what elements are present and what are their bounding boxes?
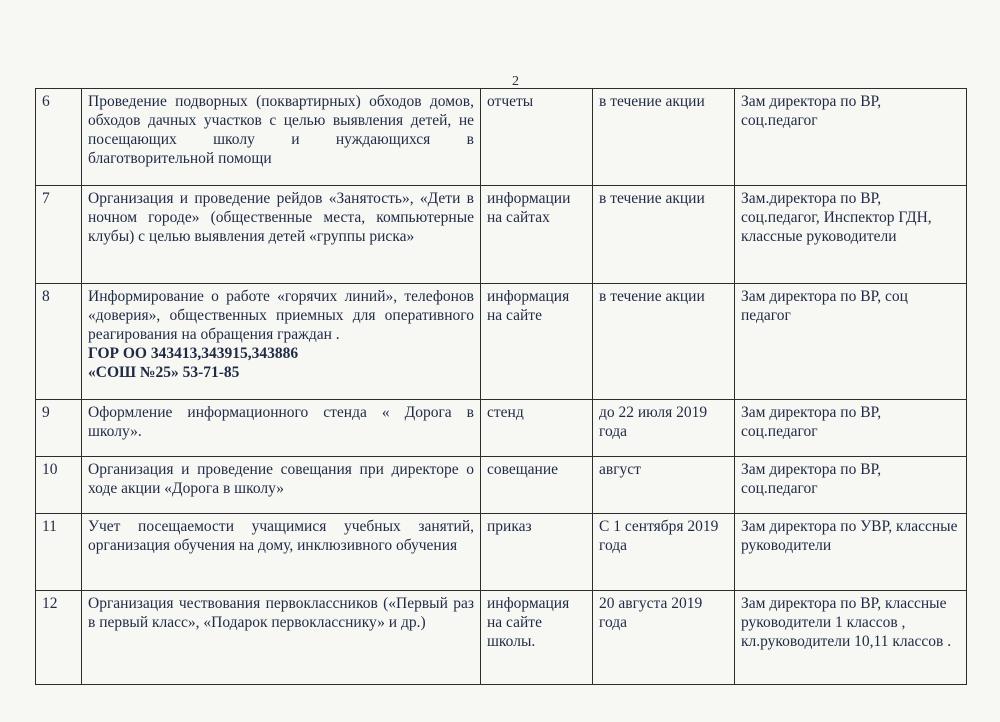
table-row bbox=[36, 400, 967, 457]
phone-number-school: «СОШ №25» 53-71-85 bbox=[88, 364, 240, 381]
term-cell: до 22 июля 2019 года bbox=[593, 400, 735, 457]
page-number: 2 bbox=[512, 74, 519, 89]
action-plan-table bbox=[35, 88, 967, 685]
result-cell: приказ bbox=[481, 514, 593, 591]
result-cell: информация на сайте школы. bbox=[481, 591, 593, 685]
responsible-cell: Зам директора по УВР, классные руководители bbox=[735, 514, 967, 591]
term-cell: в течение акции bbox=[593, 89, 735, 186]
row-number: 8 bbox=[36, 284, 82, 400]
activity-cell: Оформление информационного стенда « Дорога в школу». bbox=[82, 400, 481, 457]
term-cell: 20 августа 2019 года bbox=[593, 591, 735, 685]
responsible-cell: Зам директора по ВР, классные руководители 1 классов , кл.руководители 10,11 классов . bbox=[735, 591, 967, 685]
activity-text: Информирование о работе «горячих линий», телефонов «доверия», общественных приемных для оперативного реагирования на обращения граждан . bbox=[88, 288, 474, 343]
activity-cell: Учет посещаемости учащимися учебных занятий, организация обучения на дому, инклюзивного обучения bbox=[82, 514, 481, 591]
term-cell: С 1 сентября 2019 года bbox=[593, 514, 735, 591]
row-number: 12 bbox=[36, 591, 82, 685]
responsible-cell: Зам директора по ВР, соц.педагог bbox=[735, 89, 967, 186]
result-cell: информация на сайте bbox=[481, 284, 593, 400]
activity-cell: Организация и проведение рейдов «Занятость», «Дети в ночном городе» (общественные места, компьютерные клубы) с целью выявления детей «группы риска» bbox=[82, 186, 481, 284]
activity-cell bbox=[82, 284, 481, 400]
table-row bbox=[36, 186, 967, 284]
result-cell: информации на сайтах bbox=[481, 186, 593, 284]
term-cell: в течение акции bbox=[593, 186, 735, 284]
responsible-cell: Зам директора по ВР, соц педагог bbox=[735, 284, 967, 400]
table-row bbox=[36, 89, 967, 186]
row-number: 9 bbox=[36, 400, 82, 457]
row-number: 7 bbox=[36, 186, 82, 284]
activity-cell: Организация и проведение совещания при директоре о ходе акции «Дорога в школу» bbox=[82, 457, 481, 514]
table-row bbox=[36, 514, 967, 591]
row-number: 10 bbox=[36, 457, 82, 514]
result-cell: совещание bbox=[481, 457, 593, 514]
result-cell: отчеты bbox=[481, 89, 593, 186]
table-row bbox=[36, 457, 967, 514]
activity-cell: Проведение подворных (поквартирных) обходов домов, обходов дачных участков с целью выявления детей, не посещающих школу и нуждающихся в благотворительной помощи bbox=[82, 89, 481, 186]
table-row bbox=[36, 284, 967, 400]
phone-numbers-gor-oo: ГОР ОО 343413,343915,343886 bbox=[88, 345, 299, 362]
responsible-cell: Зам директора по ВР, соц.педагог bbox=[735, 457, 967, 514]
result-cell: стенд bbox=[481, 400, 593, 457]
row-number: 11 bbox=[36, 514, 82, 591]
table-row bbox=[36, 591, 967, 685]
responsible-cell: Зам.директора по ВР, соц.педагог, Инспектор ГДН, классные руководители bbox=[735, 186, 967, 284]
activity-cell: Организация чествования первоклассников («Первый раз в первый класс», «Подарок первокласснику» и др.) bbox=[82, 591, 481, 685]
term-cell: в течение акции bbox=[593, 284, 735, 400]
term-cell: август bbox=[593, 457, 735, 514]
responsible-cell: Зам директора по ВР, соц.педагог bbox=[735, 400, 967, 457]
row-number: 6 bbox=[36, 89, 82, 186]
